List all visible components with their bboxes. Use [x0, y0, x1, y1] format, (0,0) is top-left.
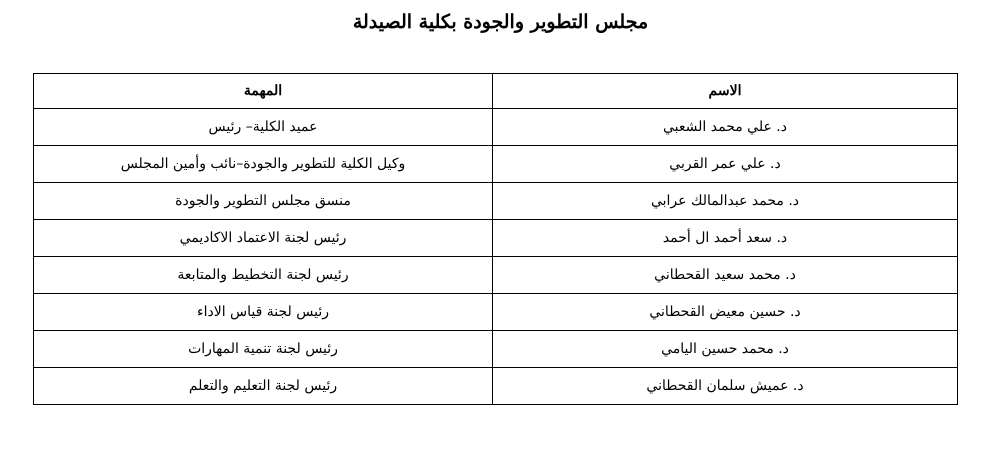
member-role-cell: رئيس لجنة التعليم والتعلم	[34, 368, 493, 405]
member-name-cell: د. علي محمد الشعبي	[493, 109, 958, 146]
council-members-table	[33, 73, 958, 405]
page-title: مجلس التطوير والجودة بكلية الصيدلة	[352, 11, 649, 33]
table-row	[34, 146, 958, 183]
member-name-cell: د. عميش سلمان القحطاني	[493, 368, 958, 405]
column-header-role: المهمة	[34, 74, 493, 109]
table-header-row	[34, 74, 958, 109]
table-row	[34, 183, 958, 220]
member-role-cell: رئيس لجنة الاعتماد الاكاديمي	[34, 220, 493, 257]
table-row	[34, 220, 958, 257]
member-name-cell: د. محمد عبدالمالك عرابي	[493, 183, 958, 220]
member-name-cell: د. محمد حسين اليامي	[493, 331, 958, 368]
table-row	[34, 294, 958, 331]
member-role-cell: رئيس لجنة التخطيط والمتابعة	[34, 257, 493, 294]
table-row	[34, 331, 958, 368]
member-name-cell: د. حسين معيض القحطاني	[493, 294, 958, 331]
table-row	[34, 257, 958, 294]
member-role-cell: رئيس لجنة قياس الاداء	[34, 294, 493, 331]
table-row	[34, 109, 958, 146]
table-row	[34, 368, 958, 405]
member-name-cell: د. محمد سعيد القحطاني	[493, 257, 958, 294]
member-role-cell: منسق مجلس التطوير والجودة	[34, 183, 493, 220]
member-role-cell: عميد الكلية– رئيس	[34, 109, 493, 146]
member-role-cell: وكيل الكلية للتطوير والجودة–نائب وأمين المجلس	[34, 146, 493, 183]
column-header-name: الاسم	[493, 74, 958, 109]
member-name-cell: د. علي عمر القربي	[493, 146, 958, 183]
member-name-cell: د. سعد أحمد ال أحمد	[493, 220, 958, 257]
member-role-cell: رئيس لجنة تنمية المهارات	[34, 331, 493, 368]
